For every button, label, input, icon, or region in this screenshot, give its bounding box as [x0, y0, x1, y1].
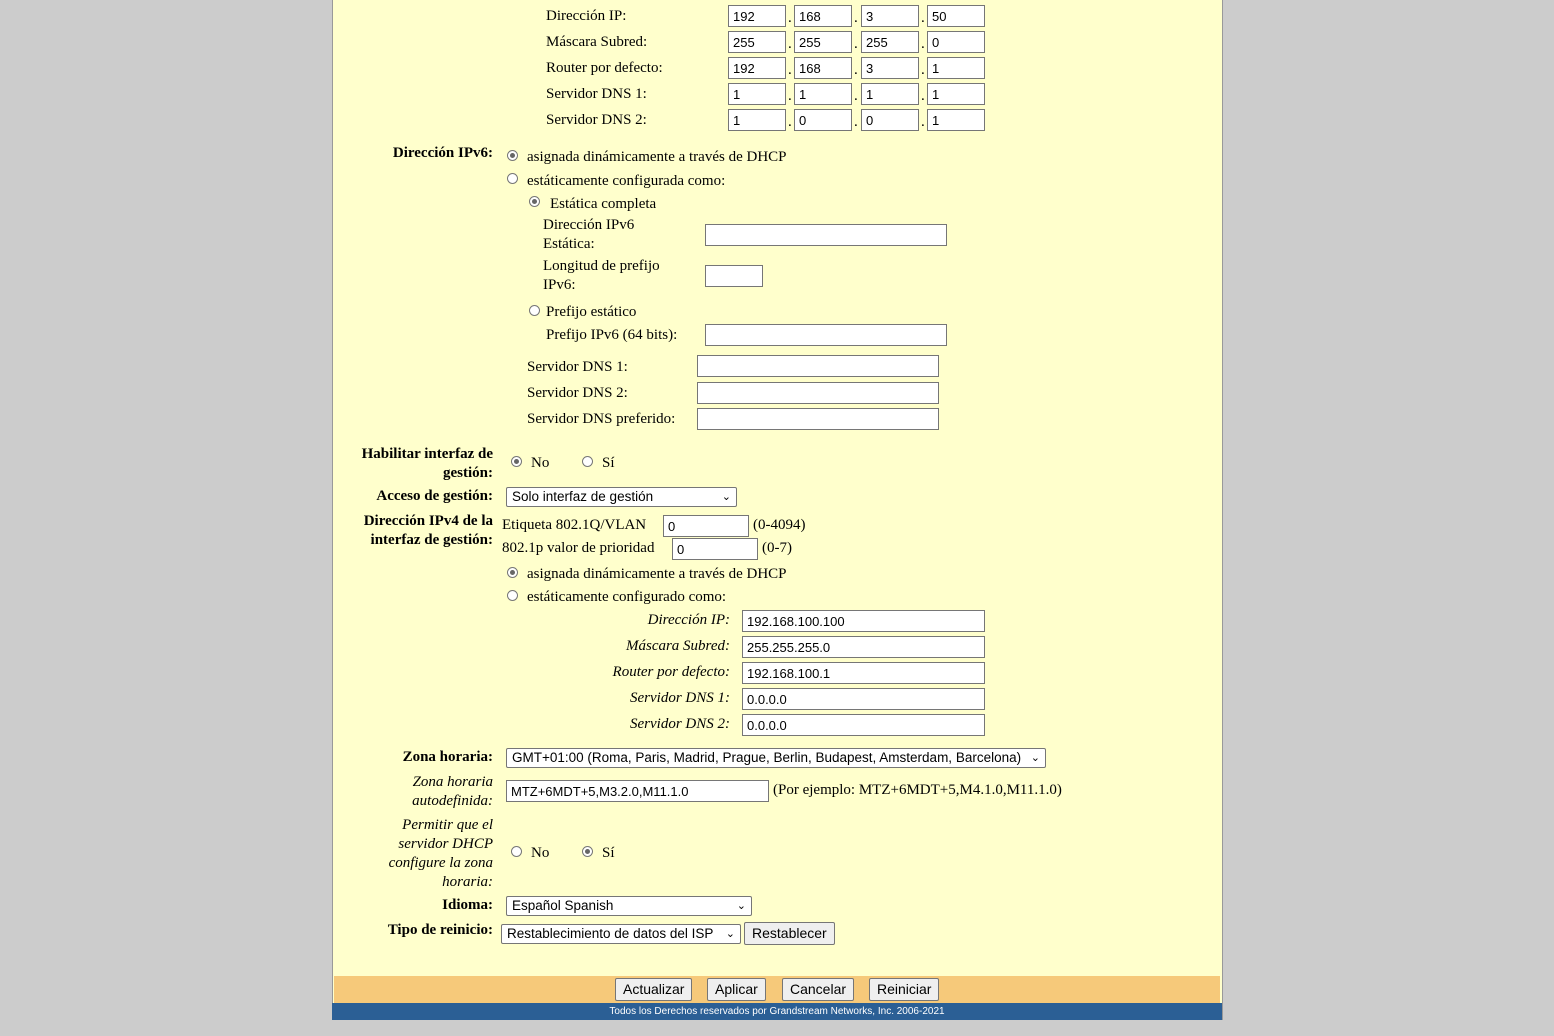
action-bar	[334, 976, 1220, 1003]
mgmt-enable-no-label: No	[531, 455, 550, 471]
ipv4-ip-address-octet-4[interactable]	[927, 5, 985, 27]
octet-separator: .	[854, 88, 858, 104]
mgmt-dns2-input[interactable]	[742, 714, 985, 736]
chevron-down-icon: ⌄	[721, 491, 731, 503]
ipv6-dns-preferred-label: Servidor DNS preferido:	[527, 411, 676, 427]
ipv4-ip-address-label: Dirección IP:	[546, 8, 627, 24]
octet-separator: .	[921, 36, 925, 52]
mgmt-ip-label: Dirección IP:	[647, 612, 730, 628]
mgmt-access-heading: Acceso de gestión:	[376, 488, 493, 504]
reboot-button[interactable]: Reiniciar	[869, 978, 939, 1001]
ipv4-default-router-octet-1[interactable]	[728, 57, 786, 79]
reset-type-value: Restablecimiento de datos del ISP	[507, 926, 714, 941]
ipv6-full-static-radio[interactable]	[529, 196, 540, 207]
mgmt-access-value: Solo interfaz de gestión	[512, 489, 654, 504]
octet-separator: .	[788, 114, 792, 130]
mgmt-mask-label: Máscara Subred:	[625, 638, 730, 654]
mgmt-vlan-range: (0-4094)	[753, 517, 806, 533]
ipv4-default-router-octet-2[interactable]	[794, 57, 852, 79]
reset-type-heading: Tipo de reinicio:	[387, 922, 493, 938]
ipv4-ip-address-octet-1[interactable]	[728, 5, 786, 27]
dhcp-timezone-heading-1: Permitir que el	[402, 817, 493, 833]
ipv4-subnet-mask-octet-1[interactable]	[728, 31, 786, 53]
ipv4-subnet-mask-octet-2[interactable]	[794, 31, 852, 53]
octet-separator: .	[921, 114, 925, 130]
chevron-down-icon: ⌄	[1030, 752, 1040, 764]
timezone-select[interactable]	[506, 748, 1046, 768]
ipv4-dns2-label: Servidor DNS 2:	[546, 112, 647, 128]
ipv4-dns1-octet-4[interactable]	[927, 83, 985, 105]
chevron-down-icon: ⌄	[725, 928, 735, 940]
mgmt-router-label: Router por defecto:	[612, 664, 730, 680]
mgmt-ipv4-heading-1: Dirección IPv4 de la	[363, 513, 493, 529]
copyright-footer: Todos los Derechos reservados por Grandstream Networks, Inc. 2006-2021	[332, 1003, 1222, 1020]
dhcp-timezone-yes-radio[interactable]	[582, 846, 593, 857]
mgmt-dhcp-label: asignada dinámicamente a través de DHCP	[527, 566, 787, 582]
octet-separator: .	[854, 10, 858, 26]
ipv6-static-prefix-radio[interactable]	[529, 305, 540, 316]
ipv6-prefix64-input[interactable]	[705, 324, 947, 346]
ipv4-ip-address-octet-3[interactable]	[861, 5, 919, 27]
ipv6-prefix-length-label-2: IPv6:	[543, 277, 576, 293]
mgmt-enable-yes-radio[interactable]	[582, 456, 593, 467]
octet-separator: .	[921, 10, 925, 26]
ipv4-dns2-octet-4[interactable]	[927, 109, 985, 131]
ipv4-subnet-mask-octet-4[interactable]	[927, 31, 985, 53]
dhcp-timezone-heading-4: horaria:	[442, 874, 493, 890]
octet-separator: .	[788, 88, 792, 104]
ipv6-full-static-label: Estática completa	[550, 196, 657, 212]
ipv6-prefix-length-label-1: Longitud de prefijo	[543, 258, 660, 274]
octet-separator: .	[788, 62, 792, 78]
mgmt-enable-heading-2: gestión:	[443, 465, 493, 481]
mgmt-priority-label: 802.1p valor de prioridad	[502, 540, 655, 556]
ipv4-dns1-octet-1[interactable]	[728, 83, 786, 105]
ipv4-dns1-octet-2[interactable]	[794, 83, 852, 105]
mgmt-mask-input[interactable]	[742, 636, 985, 658]
cancel-button[interactable]: Cancelar	[782, 978, 854, 1001]
mgmt-enable-yes-label: Sí	[602, 455, 615, 471]
octet-separator: .	[788, 36, 792, 52]
ipv6-dhcp-radio[interactable]	[507, 150, 518, 161]
ipv6-dns1-input[interactable]	[697, 355, 939, 377]
ipv4-dns2-octet-1[interactable]	[728, 109, 786, 131]
octet-separator: .	[854, 114, 858, 130]
language-value: Español Spanish	[512, 898, 614, 913]
dhcp-timezone-no-radio[interactable]	[511, 846, 522, 857]
dhcp-timezone-yes-label: Sí	[602, 845, 615, 861]
ipv6-static-address-input[interactable]	[705, 224, 947, 246]
ipv6-static-prefix-label: Prefijo estático	[546, 304, 637, 320]
ipv4-default-router-octet-3[interactable]	[861, 57, 919, 79]
custom-timezone-heading-2: autodefinida:	[412, 793, 493, 809]
ipv6-dns-preferred-input[interactable]	[697, 408, 939, 430]
ipv4-default-router-label: Router por defecto:	[546, 60, 663, 76]
ipv6-static-addr-label-1: Dirección IPv6	[543, 217, 635, 233]
mgmt-priority-range: (0-7)	[762, 540, 792, 556]
ipv4-ip-address-octet-2[interactable]	[794, 5, 852, 27]
octet-separator: .	[854, 36, 858, 52]
custom-timezone-example: (Por ejemplo: MTZ+6MDT+5,M4.1.0,M11.1.0)	[773, 782, 1062, 798]
ipv4-dns2-octet-3[interactable]	[861, 109, 919, 131]
mgmt-dns1-label: Servidor DNS 1:	[630, 690, 730, 706]
octet-separator: .	[788, 10, 792, 26]
ipv6-static-label: estáticamente configurada como:	[527, 173, 726, 189]
ipv4-subnet-mask-label: Máscara Subred:	[546, 34, 648, 50]
ipv4-dns1-label: Servidor DNS 1:	[546, 86, 647, 102]
timezone-heading: Zona horaria:	[402, 749, 493, 765]
mgmt-dns2-label: Servidor DNS 2:	[630, 716, 730, 732]
timezone-value: GMT+01:00 (Roma, Paris, Madrid, Prague, Berlin, Budapest, Amsterdam, Barcelona)	[512, 750, 1022, 765]
mgmt-enable-heading-1: Habilitar interfaz de	[361, 446, 493, 462]
dhcp-timezone-heading-3: configure la zona	[388, 855, 493, 871]
mgmt-static-label: estáticamente configurado como:	[527, 589, 727, 605]
mgmt-priority-input[interactable]	[672, 538, 758, 560]
ipv6-dns2-input[interactable]	[697, 382, 939, 404]
mgmt-ip-input[interactable]	[742, 610, 985, 632]
ipv4-subnet-mask-octet-3[interactable]	[861, 31, 919, 53]
mgmt-static-radio[interactable]	[507, 590, 518, 601]
custom-timezone-input[interactable]	[506, 780, 769, 802]
octet-separator: .	[921, 88, 925, 104]
mgmt-access-select[interactable]	[506, 487, 737, 507]
mgmt-vlan-label: Etiqueta 802.1Q/VLAN	[502, 517, 647, 533]
octet-separator: .	[921, 62, 925, 78]
mgmt-router-input[interactable]	[742, 662, 985, 684]
ipv6-heading: Dirección IPv6:	[392, 145, 493, 161]
mgmt-dhcp-radio[interactable]	[507, 567, 518, 578]
mgmt-vlan-input[interactable]	[663, 515, 749, 537]
dhcp-timezone-no-label: No	[531, 845, 550, 861]
custom-timezone-heading-1: Zona horaria	[412, 774, 493, 790]
ipv6-prefix64-label: Prefijo IPv6 (64 bits):	[546, 327, 678, 343]
mgmt-enable-no-radio[interactable]	[511, 456, 522, 467]
mgmt-ipv4-heading-2: interfaz de gestión:	[370, 532, 493, 548]
mgmt-dns1-input[interactable]	[742, 688, 985, 710]
apply-button[interactable]: Aplicar	[707, 978, 766, 1001]
reset-button[interactable]: Restablecer	[744, 922, 835, 945]
ipv6-static-addr-label-2: Estática:	[543, 236, 595, 252]
chevron-down-icon: ⌄	[736, 900, 746, 912]
ipv4-dns2-octet-2[interactable]	[794, 109, 852, 131]
ipv6-prefix-length-input[interactable]	[705, 265, 763, 287]
octet-separator: .	[854, 62, 858, 78]
ipv6-dns1-label: Servidor DNS 1:	[527, 359, 628, 375]
language-heading: Idioma:	[442, 897, 493, 913]
ipv4-default-router-octet-4[interactable]	[927, 57, 985, 79]
ipv6-dns2-label: Servidor DNS 2:	[527, 385, 628, 401]
update-button[interactable]: Actualizar	[615, 978, 692, 1001]
ipv6-dhcp-label: asignada dinámicamente a través de DHCP	[527, 149, 787, 165]
reset-type-select[interactable]	[501, 924, 741, 944]
ipv6-static-radio[interactable]	[507, 173, 518, 184]
language-select[interactable]	[506, 896, 752, 916]
dhcp-timezone-heading-2: servidor DHCP	[398, 836, 493, 852]
ipv4-dns1-octet-3[interactable]	[861, 83, 919, 105]
